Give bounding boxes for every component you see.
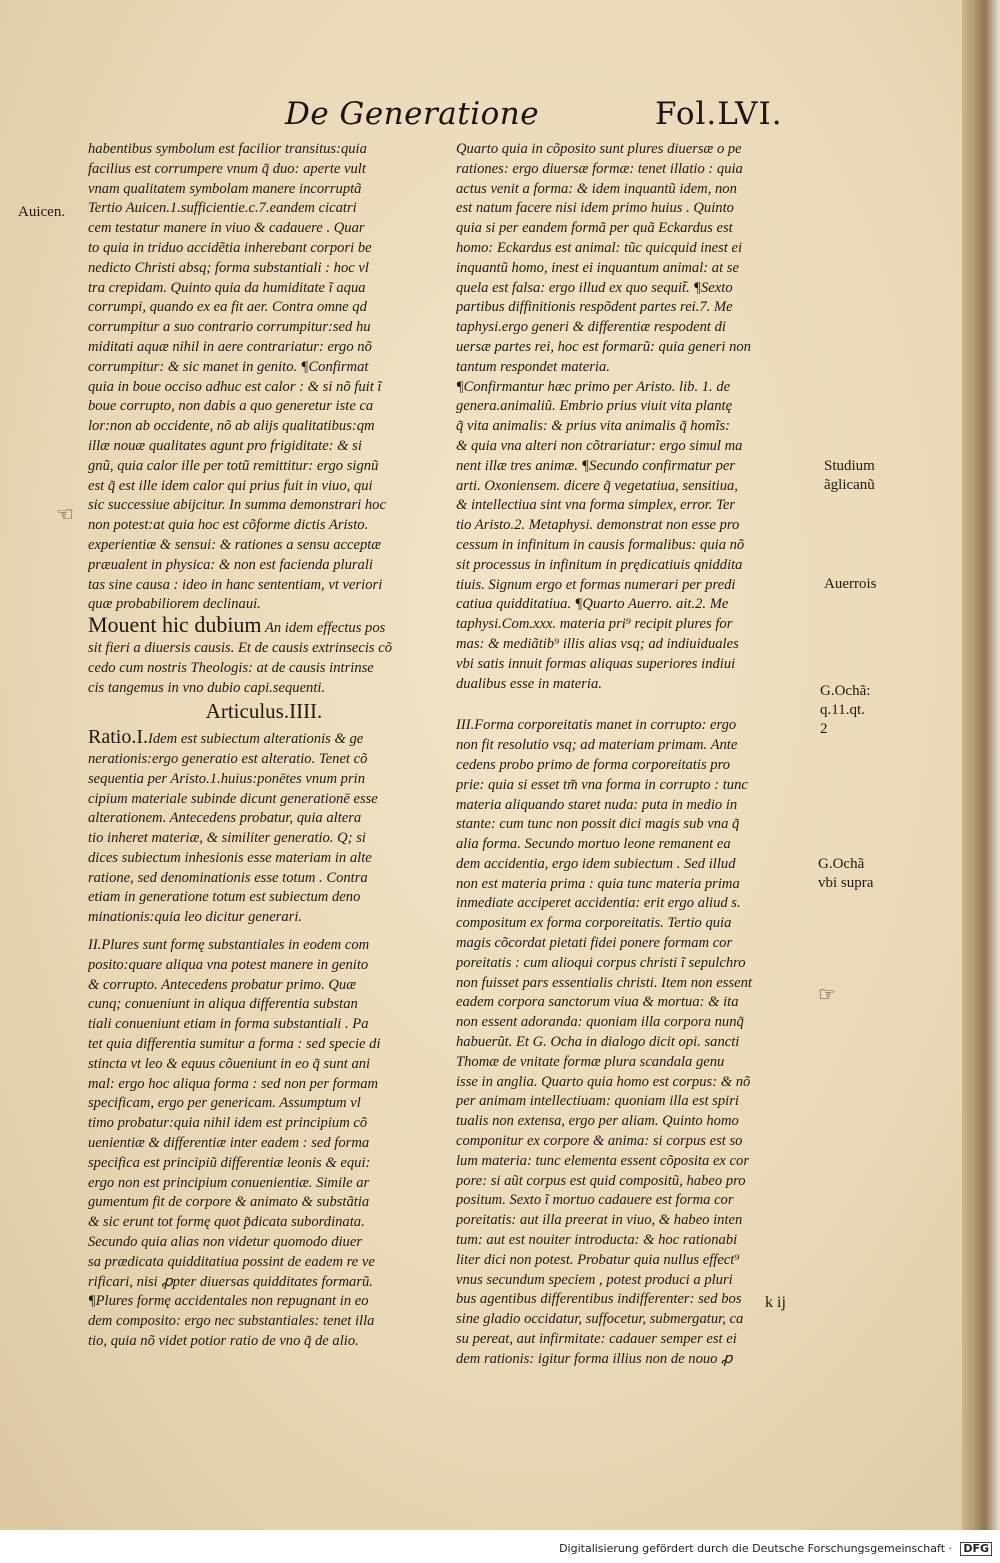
text-line: stincta vt leo & equus cõueniunt in eo q̃ sunt ani <box>88 1055 371 1072</box>
margin-line: q.11.qt. <box>820 702 865 718</box>
text-line: componitur ex corpore & anima: si corpus est so <box>456 1133 743 1150</box>
text-line: quela est falsa: ergo illud ex quo sequit̃. ¶Sexto <box>456 279 733 296</box>
ratio-first-line: Idem est subiectum alterationis & ge <box>148 731 364 748</box>
text-line: non essent adoranda: quoniam illa corpora nunq̃ <box>456 1014 744 1031</box>
text-line: mas: & mediãtib⁹ illis alias vsq; ad indiuiduales <box>456 635 739 652</box>
text-line: habentibus symbolum est facilior transitus:quia <box>88 141 367 157</box>
catchword: k ij <box>765 1294 786 1311</box>
text-line: est q̃ est ille idem calor qui prius fuit in viuo, qui <box>88 477 373 494</box>
text-line: Secundo quia alias non videtur quomodo diuer <box>88 1234 363 1251</box>
text-line: taphysi.ergo generi & differentiæ respodent di <box>456 319 726 336</box>
text-line: tum: aut est nouiter introducta: & hoc rationabi <box>456 1232 738 1249</box>
text-line: su pereat, aut infirmitate: cadauer semper est ei <box>456 1331 737 1348</box>
margin-line: G.Ochã: <box>820 683 871 699</box>
text-line: nent illæ tres animæ. ¶Secundo confirmatur per <box>456 457 736 474</box>
manicule-icon: ☞ <box>818 982 836 1006</box>
left-column <box>88 140 440 1352</box>
text-line: specificam, ergo per genericam. Assumptum vl <box>88 1095 361 1112</box>
text-line: & sic erunt tot formę quot p̃dicata subordinata. <box>88 1214 365 1231</box>
folio-number: Fol.LVI. <box>655 96 783 132</box>
text-line: quæ probabiliorem declinaui. <box>88 596 261 613</box>
ratio-heading: Ratio.I. <box>88 728 148 749</box>
text-line: tra crepidam. Quinto quia da humiditate ĩ aqua <box>88 279 366 296</box>
text-line: cedens probo primo de forma corporeitatis pro <box>456 756 731 773</box>
text-line: non fit resolutio vsq; ad materiam primam. Ante <box>456 737 738 754</box>
text-line: non fuisset pars essentialis christi. Item non essent <box>456 974 752 991</box>
text-line: Quarto quia in cõposito sunt plures diuersæ o pe <box>456 141 742 157</box>
text-line: & corrupto. Antecedens probatur primo. Quæ <box>88 976 356 993</box>
text-line: miditati aquæ nihil in aere contrariatur: ergo nõ <box>88 338 372 355</box>
text-line: cessum in infinitum in causis formalibus: quia nõ <box>456 536 745 553</box>
text-line: tantum respondet materia. <box>456 358 610 375</box>
text-line: alia forma. Secundo mortuo leone remanent ea <box>456 836 731 853</box>
dubium-line: cis tangemus in vno dubio capi.sequenti. <box>88 679 326 696</box>
page-edge <box>962 0 1000 1530</box>
margin-line: 2 <box>820 721 828 737</box>
text-line: sa prædicata quidditatiua possint de eadem re ve <box>88 1253 375 1270</box>
margin-line: G.Ochã <box>818 856 865 872</box>
text-line: pore: si aũt corpus est quid compositũ, habeo pro <box>456 1172 746 1189</box>
text-line: prie: quia si esset tm̃ vna forma in corrupto : tunc <box>456 776 748 793</box>
text-line: vnam qualitatem symbolam manere incorruptã <box>88 180 362 197</box>
right-para-1 <box>456 140 814 378</box>
dubium-heading: Mouent hic dubium <box>88 615 262 638</box>
text-line: habuerũt. Et G. Ocha in dialogo dicit opi. sancti <box>456 1034 740 1051</box>
text-line: poreitatis : cum alioqui corpus christi ĩ sepulchro <box>456 954 746 971</box>
text-line: tio Aristo.2. Metaphysi. demonstrat non esse pro <box>456 517 740 534</box>
dubium-line: cedo cum nostris Theologis: at de causis intrinse <box>88 659 374 676</box>
ratio-line: etiam in generatione totum est subiectum deno <box>88 889 361 906</box>
text-line: corrumpi, quando ex ea fit aer. Contra omne qd <box>88 299 367 316</box>
text-line: II.Plures sunt formę substantiales in eodem com <box>88 937 370 954</box>
text-line: cem testatur manere in viuo & cadauere . Quar <box>88 220 365 237</box>
text-line: quia in boue occiso adhuc est calor : & si nõ fuit ĩ <box>88 378 382 395</box>
margin-line: Studium <box>824 458 875 474</box>
text-line: specifica est principiũ differentiæ leonis & equi: <box>88 1154 371 1171</box>
margin-note-ocha-1 <box>820 682 870 739</box>
margin-note-auicen: Auicen. <box>18 204 66 220</box>
text-line: partibus diffinitionis respõdent partes rei.7. Me <box>456 299 733 316</box>
text-line: præualent in physica: & non est facienda plurali <box>88 556 373 573</box>
left-para-2 <box>88 936 440 1352</box>
text-line: tiali conueniunt etiam in forma substantiali . Pa <box>88 1016 369 1033</box>
footer-text: Digitalisierung gefördert durch die Deutsche Forschungsgemeinschaft · <box>559 1542 952 1555</box>
text-line: cunq; conueniunt in aliqua differentia substan <box>88 996 358 1013</box>
text-line: vbi satis innuit formas aliquas superiores indiui <box>456 655 736 672</box>
text-line: gnũ, quia calor ille per totũ remittitur: ergo signũ <box>88 457 379 474</box>
text-line: actus venit a forma: & idem inquantũ idem, non <box>456 180 737 197</box>
margin-line: vbi supra <box>818 875 874 891</box>
dubium-section <box>88 615 440 698</box>
text-line: mal: ergo hoc aliqua forma : sed non per formam <box>88 1075 379 1092</box>
ratio-line: minationis:quia leo dicitur generari. <box>88 909 303 926</box>
text-line: sic successiue abijcitur. In summa demonstrari hoc <box>88 497 386 514</box>
text-line: tet quia differentia sumitur a forma : sed specie di <box>88 1036 381 1053</box>
ratio-line: dices subiectum inhesionis esse materiam in alte <box>88 849 372 866</box>
text-line: ergo non est principium conuenientiæ. Simile ar <box>88 1174 370 1191</box>
text-line: inmediate acciperet accidentia: erit ergo aliud s. <box>456 895 741 912</box>
text-line: rationes: ergo diuersæ formæ: tenet illatio : quia <box>456 160 743 177</box>
text-line: homo: Eckardus est animal: tũc quicquid inest ei <box>456 239 743 256</box>
running-title: De Generatione <box>285 96 540 132</box>
ratio-line: nerationis:ergo generatio est alteratio. Tenet cõ <box>88 750 368 767</box>
text-line: vnus secundum speciem , potest produci a pluri <box>456 1271 733 1288</box>
text-line: ¶Confirmantur hæc primo per Aristo. lib. 1. de <box>456 378 731 395</box>
text-line: bus agentibus differentibus indifferenter: sed bos <box>456 1291 742 1308</box>
margin-note-ocha-2 <box>818 855 873 893</box>
ratio-line: ratione, sed denominationis esse totum . Contra <box>88 869 368 886</box>
text-line: q̃ vita animalis: & prius vita animalis q̃ homĩs: <box>456 418 731 435</box>
text-line: timo probatur:quia nihil idem est principium cõ <box>88 1115 368 1132</box>
right-para-3 <box>456 716 814 1369</box>
text-line: Tertio Auicen.1.sufficientie.c.7.eandem cicatri <box>88 200 357 217</box>
text-line: non est materia prima : quia tunc materia prima <box>456 875 740 892</box>
text-line: quia si per eandem formã per quã Eckardus est <box>456 220 733 237</box>
text-line: & quia vna alteri non cõtrariatur: ergo simul ma <box>456 437 743 454</box>
text-line: magis cõcordat pietati fidei ponere formam cor <box>456 935 733 952</box>
text-line: corrumpitur a suo contrario corrumpitur:sed hu <box>88 319 371 336</box>
text-line: uenientiæ & differentiæ inter eadem : sed forma <box>88 1135 370 1152</box>
margin-line: ãglicanũ <box>824 477 875 493</box>
text-line: poreitatis: aut illa preerat in viuo, & habeo inten <box>456 1212 743 1229</box>
text-line: experientiæ & sensui: & rationes a sensu acceptæ <box>88 536 382 553</box>
left-para-1 <box>88 140 440 615</box>
text-line: to quia in triduo accidẽtia inherebant corpori be <box>88 239 372 256</box>
text-line: lum materia: tunc elementa essent cõposita ex cor <box>456 1152 750 1169</box>
text-line: gumentum fit de corpore & animato & substãtia <box>88 1194 370 1211</box>
text-line: dem composito: ergo nec substantiales: tenet illa <box>88 1313 375 1330</box>
text-line: compositum ex forma corporeitatis. Tertio quia <box>456 915 732 932</box>
margin-note-auerrois: Auerrois <box>824 576 877 592</box>
articulus-heading: Articulus.IIII. <box>205 699 323 724</box>
ratio-line: tio inheret materiæ, & similiter generatio. Q; si <box>88 830 366 847</box>
text-line: corrumpitur: & sic manet in genito. ¶Confirmat <box>88 358 369 375</box>
text-line: isse in anglia. Quarto quia homo est corpus: & nõ <box>456 1073 751 1090</box>
text-line: sit processus in infinitum in prędicatiuis qniddita <box>456 556 743 573</box>
text-line: per animam intellectiuam: quoniam illa est spiri <box>456 1093 739 1110</box>
text-line: non potest:at quia hoc est cõforme dictis Aristo. <box>88 517 369 534</box>
text-line: materia aliquando staret nuda: puta in medio in <box>456 796 738 813</box>
manicule-icon: ☜ <box>56 502 74 526</box>
text-line: est natum facere nisi idem primo huius . Quinto <box>456 200 734 217</box>
text-line: nedicto Christi absq; forma substantiali : hoc vl <box>88 259 369 276</box>
text-line: rificari, nisi ꝓpter diuersas quidditates formarũ. <box>88 1273 373 1290</box>
ratio-section <box>88 728 440 928</box>
text-line: genera.animaliũ. Embrio prius viuit vita plantę <box>456 398 733 415</box>
ratio-line: sequentia per Aristo.1.huius:ponētes vnum prin <box>88 770 365 787</box>
dubium-first-line: An idem effectus pos <box>264 620 386 637</box>
margin-note-studium <box>824 457 875 495</box>
text-line: posito:quare aliqua vna potest manere in genito <box>88 956 369 973</box>
text-line: catiua quidditatiua. ¶Quarto Auerro. ait.2. Me <box>456 596 729 613</box>
text-line: positum. Sexto ĩ mortuo cadauere est forma cor <box>456 1192 734 1209</box>
text-line: arti. Oxoniensem. dicere q̃ vegetatiua, sensitiua, <box>456 477 738 494</box>
text-line: ¶Plures formę accidentales non repugnant in eo <box>88 1293 369 1310</box>
text-line: stante: cum tunc non possit dici magis sub vna q̃ <box>456 816 740 833</box>
text-line: inquantũ homo, inest ei inquantum animal: at se <box>456 259 739 276</box>
text-line: liter dici non potest. Probatur quia nullus effect⁹ <box>456 1251 740 1268</box>
text-line: lor:non ab occidente, nõ ab alijs qualitatibus:qm <box>88 418 375 435</box>
text-line: uersæ partes rei, hoc est formarũ: quia generi non <box>456 338 751 355</box>
right-column <box>456 140 814 1370</box>
text-line: III.Forma corporeitatis manet in corrupto: ergo <box>456 717 737 734</box>
digitization-footer <box>0 1538 1000 1563</box>
text-line: tio, quia nõ videt potior ratio de vno q̃ de alio. <box>88 1333 359 1350</box>
text-line: sine gladio occidatur, suffocetur, submergatur, ca <box>456 1311 744 1328</box>
text-line: tualis non extensa, ergo per aliam. Quinto homo <box>456 1113 739 1130</box>
text-line: facilius est corrumpere vnum q̃ duo: aperte vult <box>88 160 366 177</box>
text-line: dem rationis: igitur forma illius non de nouo ꝓ <box>456 1350 733 1367</box>
ratio-line: cipium materiale subinde dicunt generationē esse <box>88 790 378 807</box>
text-line: illæ nouæ qualitates agunt pro frigiditate: & si <box>88 437 362 454</box>
text-line: Thomæ de vnitate formæ plura scandala genu <box>456 1053 725 1070</box>
ratio-line: alterationem. Antecedens probatur, quia altera <box>88 810 362 827</box>
text-line: boue corrupto, non dabis a quo generetur iste ca <box>88 398 374 415</box>
dubium-line: sit fieri a diuersis causis. Et de causis extrinsecis cõ <box>88 639 393 656</box>
text-line: tiuis. Signum ergo et formas numerari per predi <box>456 576 736 593</box>
text-line: eadem corpora sanctorum viua & mortua: & ita <box>456 994 739 1011</box>
dfg-logo: DFG <box>960 1542 992 1556</box>
text-line: taphysi.Com.xxx. materia pri⁹ recipit plures for <box>456 616 733 633</box>
text-line: dem accidentia, ergo idem subiectum . Sed illud <box>456 855 736 872</box>
text-line: tas sine causa : ideo in hanc sententiam, vt veriori <box>88 576 383 593</box>
right-para-2 <box>456 378 814 695</box>
text-line: & intellectiua sint vna forma simplex, error. Ter <box>456 497 736 514</box>
text-line: dualibus esse in materia. <box>456 675 602 692</box>
